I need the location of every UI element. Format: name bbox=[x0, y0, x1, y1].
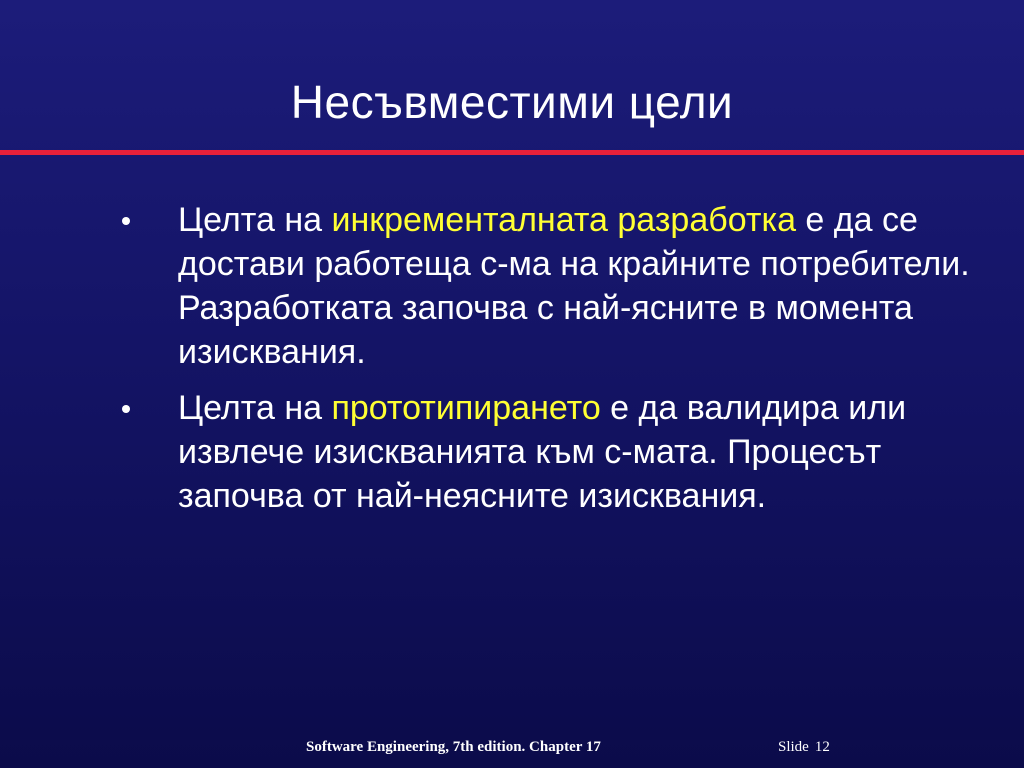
slide-title: Несъвместими цели bbox=[290, 76, 734, 128]
slide-label: Slide bbox=[778, 739, 809, 755]
bullet-list bbox=[112, 198, 992, 530]
bullet-item-1 bbox=[112, 198, 992, 374]
bullet-highlight: инкременталната разработка bbox=[331, 201, 796, 239]
bullet-text-start: Целта на bbox=[178, 389, 332, 427]
slide-number: 12 bbox=[814, 739, 830, 755]
bullet-text-start: Целта на bbox=[178, 201, 332, 239]
bullet-highlight: прототипирането bbox=[331, 389, 601, 427]
bullet-item-2 bbox=[112, 386, 992, 518]
bullet-text-rest: е да валидира или извлече изискванията към с-мата. Процесът започва от най-неясните изисквания. bbox=[178, 389, 907, 515]
bullet-dot-icon bbox=[122, 217, 130, 225]
title-divider bbox=[0, 150, 1024, 155]
bullet-dot-icon bbox=[122, 405, 130, 413]
footer-book-title: Software Engineering, 7th edition. Chapter 17 bbox=[306, 739, 601, 755]
footer-slide-number bbox=[778, 738, 830, 756]
bullet-text-rest: е да се достави работеща с-ма на крайните потребители. Разработката започва с най-ясните в момента изисквания. bbox=[178, 201, 970, 371]
